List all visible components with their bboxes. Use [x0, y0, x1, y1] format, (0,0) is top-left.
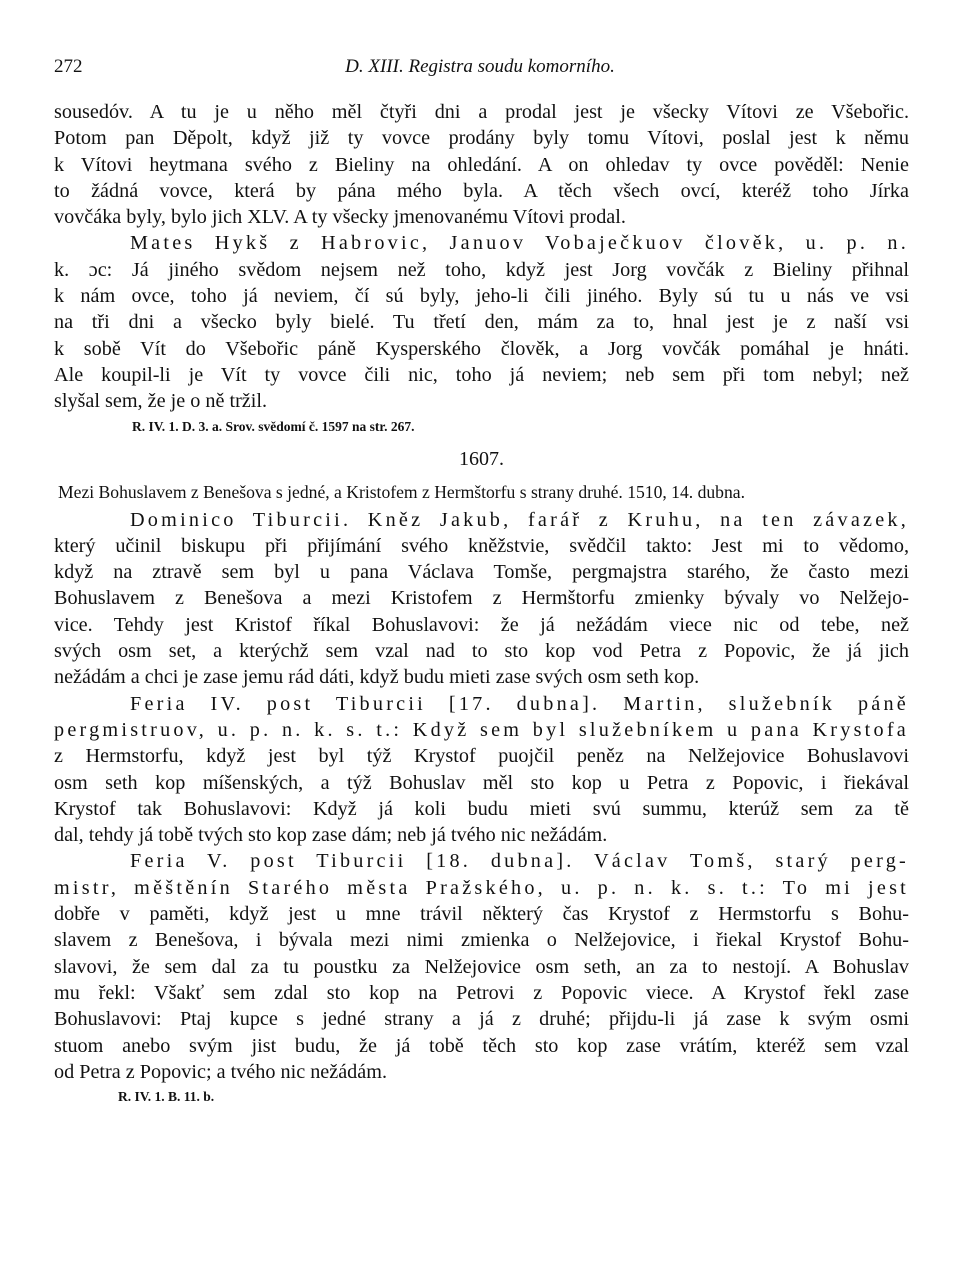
page-number: 272	[54, 56, 83, 77]
text-line: dobře v paměti, když jest u mne trávil některý čas Krystof z Hermstorfu s Bohu-	[54, 903, 909, 926]
testimony-date: Feria IV. post Tiburcii [17. dubna]. Martin, služebník páně	[130, 692, 909, 715]
text-line: Bohuslavovi: Ptaj kupce s jedné strany a já z druhé; přijdu-li já zase k svým osmi	[54, 1008, 909, 1031]
text-line: osm seth kop míšenských, a týž Bohuslav měl sto kop u Petra z Popovic, i řiekával	[54, 771, 909, 794]
entry-number: 1607.	[459, 447, 504, 470]
text-line: mu řekl: Všakť sem zdal sto kop na Petrovi z Popovic viece. A Krystof řekl zase	[54, 981, 909, 1004]
text-line: od Petra z Popovic; a tvého nic nežádám.	[54, 1060, 387, 1083]
page-header	[54, 56, 906, 86]
text-line: slavem z Benešova, i bývala mezi nimi zmienka o Nelžejovice, i řiekal Krystof Bohu-	[54, 929, 909, 952]
text-line: k. ɔc: Já jiného svědom nejsem než toho, když jest Jorg vovčák z Bieliny přihnal	[54, 258, 909, 281]
text-line: který učinil biskupu při přijímání svého kněžstvie, svědčil takto: Jest mi to vědomo,	[54, 534, 909, 557]
testimony-date: Feria V. post Tiburcii [18. dubna]. Václav Tomš, starý perg-	[130, 850, 909, 873]
source-note: R. IV. 1. D. 3. a. Srov. svědomí č. 1597 na str. 267.	[132, 418, 415, 434]
page-body	[54, 99, 909, 1109]
text-line: Bohuslavem z Benešova a mezi Kristofem z Hermštorfu zmienky bývaly vo Nelžejo-	[54, 587, 909, 610]
text-line: to žádná vovce, která by pána mého byla. A těch všech ovcí, kteréž toho Jírka	[54, 179, 909, 202]
text-line: stuom anebo svým jist budu, že já tobě těch sto kop zase vrátím, kteréž sem vzal	[54, 1034, 909, 1057]
text-line: když na ztravě sem byl u pana Václava Tomše, pergmajstra starého, že často mezi	[54, 561, 909, 584]
testimony-date: Dominico Tiburcii. Kněz Jakub, farář z Kruhu, na ten závazek,	[130, 508, 909, 531]
text-line: k Vítovi heytmana svého z Bieliny na ohledání. A on ohledav ty ovce pověděl: Nenie	[54, 153, 909, 176]
witness-name: Mates Hykš z Habrovic, Januov Vobaječkuov člověk, u. p. n.	[130, 232, 909, 255]
text-line: slyšal sem, že je o ně tržil.	[54, 390, 268, 413]
text-line: slavovi, že sem dal za tu poustku za Nelžejovice osm seth, an za to nestojí. A Bohuslav	[54, 955, 909, 978]
text-line: vice. Tehdy jest Kristof říkal Bohuslavovi: že já nežádám viece nic od tebe, než	[54, 613, 909, 636]
text-line: sousedóv. A tu je u něho měl čtyři dni a prodal jest je všecky Vítovi ze Všebořic.	[54, 101, 909, 123]
source-note: R. IV. 1. B. 11. b.	[118, 1089, 215, 1105]
text-line: svých osm set, a kterýchž sem vzal nad to sto kop vod Petra z Popovic, že já jich	[54, 640, 909, 663]
text-line-spaced: mistr, měštěnín Starého města Pražského, u. p. n. k. s. t.: To mi jest	[54, 876, 909, 899]
testimony-line-spaced	[54, 507, 909, 533]
text-line: Krystof tak Bohuslavovi: Když já koli budu mieti svú summu, kterúž sem za tě	[54, 797, 909, 820]
witness-line-spaced	[54, 230, 909, 256]
testimony-line-spaced	[54, 848, 909, 874]
text-line: vovčáka byly, bylo jich XLV. A ty všecky jmenovanému Vítovi prodal.	[54, 206, 626, 229]
running-title: D. XIII. Registra soudu komorního.	[345, 56, 615, 77]
text-line: dal, tehdy já tobě tvých sto kop zase dám; neb já tvého nic nežádám.	[54, 824, 608, 847]
text-line-spaced: pergmistruov, u. p. n. k. s. t.: Když sem byl služebníkem u pana Krystofa	[54, 718, 909, 741]
text-line: Potom pan Děpolt, když již ty vovce prodány byly tomu Vítovi, poslal jest k němu	[54, 127, 909, 150]
text-line: k nám ovce, toho já neviem, čí sú byly, jeho-li čili jiného. Byly sú tu u nás ve vsi	[54, 285, 909, 308]
text-line: z Hermstorfu, když jest byl týž Krystof puojčil peněz na Nelžejovice Bohuslavovi	[54, 745, 909, 768]
text-line: Ale koupil-li je Vít ty vovce čili nic, toho já neviem; neb sem při tom nebyl; než	[54, 363, 909, 386]
testimony-line-spaced	[54, 691, 909, 717]
text-line: na tři dni a všecko byly bielé. Tu třetí den, mám za to, hnal jest je z naší vsi	[54, 311, 909, 334]
entry-heading: Mezi Bohuslavem z Benešova s jedné, a Kristofem z Hermštorfu s strany druhé. 1510, 14. dubna.	[58, 481, 745, 502]
text-line: nežádám a chci je zase jemu rád dáti, když budu mieti zase svých osm seth kop.	[54, 666, 700, 689]
text-line: k sobě Vít do Všebořic páně Kysperského člověk, a Jorg vovčák pomáhal je hnáti.	[54, 337, 909, 360]
